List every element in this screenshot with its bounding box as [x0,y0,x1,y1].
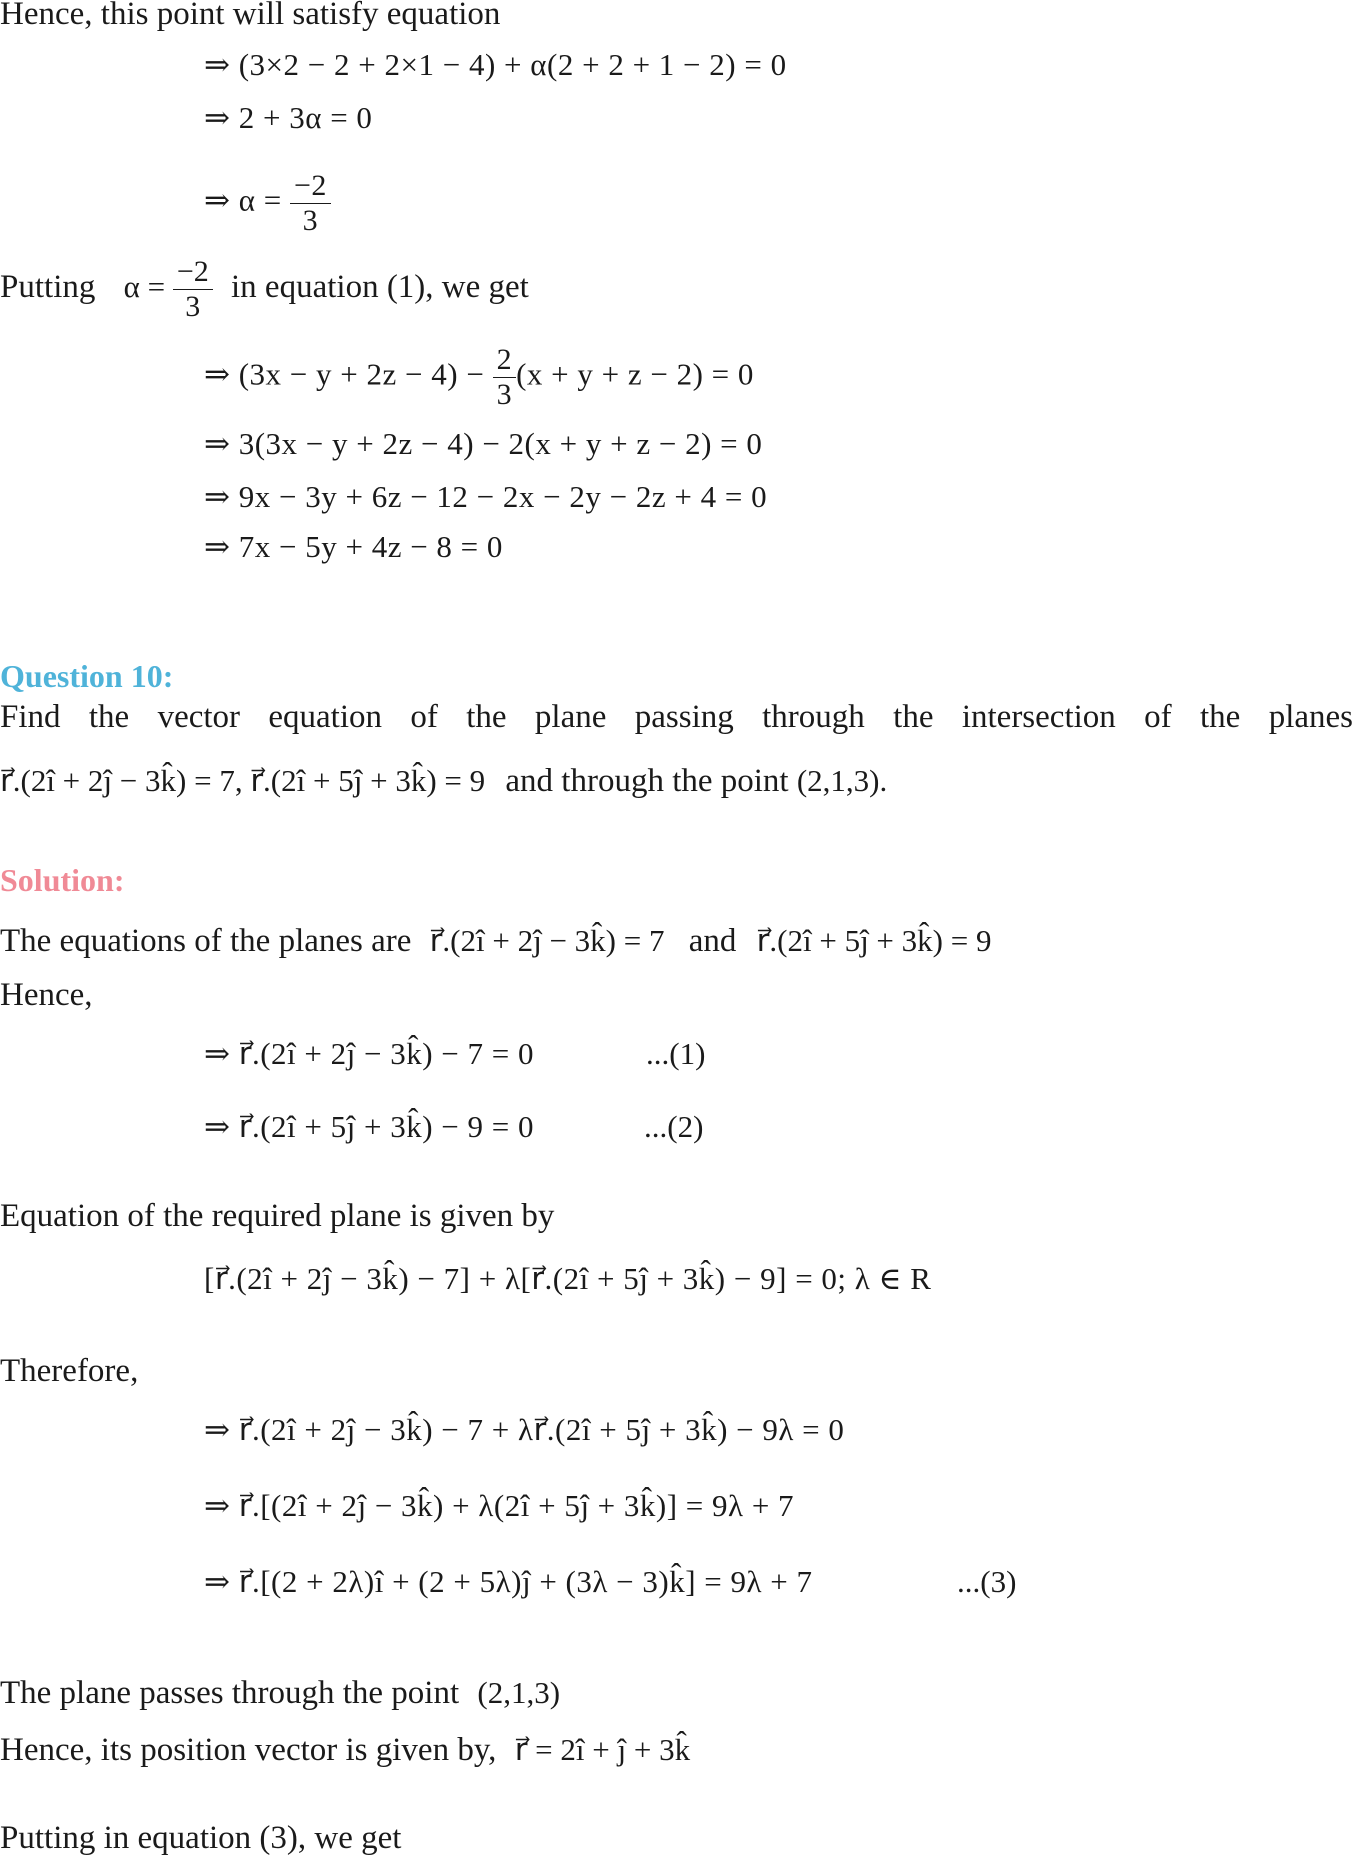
math: (x + y + z − 2) = 0 [516,356,754,392]
text: and [688,923,737,959]
numerator: −2 [173,255,213,290]
equation: ⇒ r⃗.(2î + 5ĵ + 3k̂) − 9 = 0 [204,1109,535,1144]
question-heading: Question 10: [0,658,174,694]
equation: ⇒ 2 + 3α = 0 [204,100,373,135]
text: Hence, its position vector is given by, [0,1732,497,1768]
equation: ⇒ (3×2 − 2 + 2×1 − 4) + α(2 + 2 + 1 − 2) = 0 [204,47,787,82]
text: and through the point [505,763,789,799]
fraction [493,343,517,412]
numerator: −2 [290,169,331,204]
hence-text: Hence, [0,977,93,1013]
math: ⇒ (3x − y + 2z − 4) − [204,356,493,392]
math: (2,1,3) [477,1675,561,1710]
denominator: 3 [185,289,201,323]
putting-line [0,252,529,322]
fraction [173,255,213,324]
text: The plane passes through the point [0,1675,460,1711]
equation-tag: ...(2) [644,1109,704,1144]
equation-tag: ...(1) [646,1036,706,1071]
denominator: 3 [302,204,319,237]
question-text-line2 [0,761,887,801]
equation [204,343,754,411]
numerator: 2 [493,343,517,378]
equation: ⇒ r⃗.[(2 + 2λ)î + (2 + 5λ)ĵ + (3λ − 3)k̂] = 9λ + 7 [204,1564,813,1599]
solution-heading: Solution: [0,862,125,898]
putting-text: Putting in equation (3), we get [0,1820,402,1856]
eq-prefix: ⇒ α = [204,182,290,218]
math: (2,1,3). [796,763,888,798]
equation: ⇒ r⃗.[(2î + 2ĵ − 3k̂) + λ(2î + 5ĵ + 3k̂)] = 9λ + 7 [204,1488,795,1523]
therefore-text: Therefore, [0,1353,139,1389]
planes-line [0,921,991,961]
math: r⃗.(2î + 5ĵ + 3k̂) = 9 [756,923,992,958]
passes-line [0,1673,560,1713]
equation [204,169,331,237]
text: in equation (1), we get [231,269,529,305]
math: r⃗.(2î + 2ĵ − 3k̂) = 7, r⃗.(2î + 5ĵ + 3k̂) = 9 [0,763,486,798]
equation-tag: ...(3) [957,1564,1017,1599]
intro-text: Hence, this point will satisfy equation [0,0,501,32]
math: α = [123,269,173,304]
required-text: Equation of the required plane is given by [0,1198,555,1234]
question-text: Find the vector equation of the plane passing through the intersection of the planes [0,699,1353,735]
text: The equations of the planes are [0,923,412,959]
math: r⃗ = 2î + ĵ + 3k̂ [514,1732,691,1767]
equation: ⇒ 9x − 3y + 6z − 12 − 2x − 2y − 2z + 4 = 0 [204,479,768,514]
equation: ⇒ 3(3x − y + 2z − 4) − 2(x + y + z − 2) = 0 [204,426,763,461]
equation: ⇒ r⃗.(2î + 2ĵ − 3k̂) − 7 = 0 [204,1036,535,1071]
equation: [r⃗.(2î + 2ĵ − 3k̂) − 7] + λ[r⃗.(2î + 5ĵ + 3k̂) − 9] = 0; λ ∈ R [204,1261,932,1296]
fraction [290,169,331,238]
denominator: 3 [496,378,513,411]
text: Putting [0,269,96,305]
equation: ⇒ r⃗.(2î + 2ĵ − 3k̂) − 7 + λr⃗.(2î + 5ĵ + 3k̂) − 9λ = 0 [204,1412,845,1447]
equation: ⇒ 7x − 5y + 4z − 8 = 0 [204,529,503,564]
math: r⃗.(2î + 2ĵ − 3k̂) = 7 [429,923,665,958]
position-line [0,1730,690,1770]
